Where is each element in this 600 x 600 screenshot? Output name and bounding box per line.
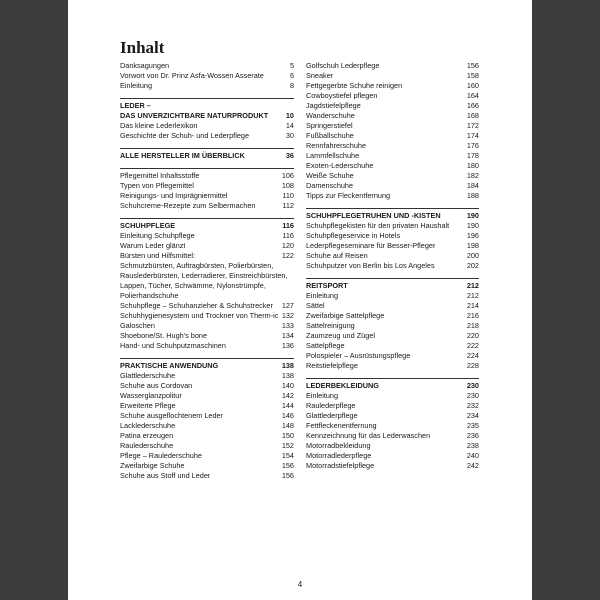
toc-entry-title: Zweifarbige Sattelpflege: [306, 311, 385, 320]
toc-entry-page: 116: [282, 231, 294, 240]
toc-entry-page: 184: [466, 181, 479, 190]
toc-entry: [306, 131, 479, 141]
toc-entry-title: Schuhpflegekisten für den privaten Haushalt: [306, 221, 450, 230]
toc-entry-title: Erweiterte Pflege: [120, 401, 176, 410]
toc-entry: [120, 441, 294, 451]
toc-entry-title: Springerstiefel: [306, 121, 353, 130]
toc-entry-page: 220: [466, 331, 479, 340]
toc-entry-title: Fußballschuhe: [306, 131, 354, 140]
toc-entry-title: Damenschuhe: [306, 181, 354, 190]
toc-entry: [120, 301, 294, 311]
page-number: 4: [297, 580, 303, 589]
toc-entry-page: 30: [285, 131, 294, 140]
toc-entry-title: Einleitung: [120, 81, 153, 90]
toc-entry: [306, 171, 479, 181]
book-page: [68, 0, 532, 600]
toc-entry-title: Reinigungs- und Imprägniermittel: [120, 191, 228, 200]
toc-heading: [120, 361, 294, 371]
toc-entry-page: 132: [281, 311, 294, 320]
toc-entry-title: Exoten-Lederschuhe: [306, 161, 374, 170]
toc-entry-title: SCHUHPFLEGETRUHEN UND -KISTEN: [306, 211, 441, 220]
toc-entry-title: ALLE HERSTELLER IM ÜBERBLICK: [120, 151, 245, 160]
toc-section: [306, 208, 479, 271]
toc-entry-title: Patina erzeugen: [120, 431, 174, 440]
toc-entry-title: Wasserglanzpolitur: [120, 391, 182, 400]
toc-entry-title: Motorradlederpflege: [306, 451, 372, 460]
toc-entry-page: 212: [466, 291, 479, 300]
toc-entry: [306, 241, 479, 251]
toc-entry: [120, 231, 294, 241]
toc-entry-page: 202: [466, 261, 479, 270]
toc-entry-title: Pflegemittel Inhaltsstoffe: [120, 171, 200, 180]
toc-entry-page: 120: [281, 241, 294, 250]
toc-entry: [306, 191, 479, 201]
toc-entry-title: Raulederpflege: [306, 401, 356, 410]
toc-entry-page: 112: [282, 201, 294, 210]
toc-entry-page: 8: [289, 81, 294, 90]
toc-entry: [120, 341, 294, 351]
toc-section: [306, 378, 479, 471]
toc-entry-title: Glattlederschuhe: [120, 371, 176, 380]
toc-entry-title: Schuhe aus Stoff und Leder: [120, 471, 211, 480]
toc-entry-page: 156: [281, 471, 294, 480]
toc-entry-title: Tipps zur Fleckentfernung: [306, 191, 391, 200]
toc-entry: [306, 441, 479, 451]
toc-entry: [306, 71, 479, 81]
toc-entry-page: 138: [281, 361, 294, 370]
toc-entry-title: Einleitung: [306, 391, 339, 400]
toc-entry: [120, 171, 294, 181]
toc-entry: [306, 321, 479, 331]
toc-entry: [120, 131, 294, 141]
toc-entry-page: 236: [466, 431, 479, 440]
toc-entry-page: 180: [466, 161, 479, 170]
toc-entry-page: 232: [466, 401, 479, 410]
toc-entry: [306, 451, 479, 461]
page-title: Inhalt: [120, 38, 165, 57]
toc-entry-page: 182: [466, 171, 479, 180]
toc-entry-page: 133: [281, 321, 294, 330]
toc-entry-page: 214: [466, 301, 479, 310]
toc-entry-page: 156: [281, 461, 294, 470]
toc-entry: [306, 151, 479, 161]
toc-entry-page: 178: [466, 151, 479, 160]
toc-section: [120, 61, 294, 91]
toc-entry: [306, 101, 479, 111]
toc-entry-page: 142: [281, 391, 294, 400]
toc-entry-title: Zweifarbige Schuhe: [120, 461, 185, 470]
toc-section: [306, 278, 479, 371]
toc-entry: [120, 321, 294, 331]
toc-entry-page: 212: [466, 281, 479, 290]
toc-entry: [306, 121, 479, 131]
toc-entry-page: 200: [466, 251, 479, 260]
toc-entry-title: Sattelpflege: [306, 341, 345, 350]
toc-entry: [120, 461, 294, 471]
toc-entry: [306, 391, 479, 401]
toc-entry-title: Polospieler – Ausrüstungspflege: [306, 351, 411, 360]
toc-entry-title: PRAKTISCHE ANWENDUNG: [120, 361, 219, 370]
toc-entry: [306, 221, 479, 231]
toc-entry: [120, 421, 294, 431]
toc-entry-page: 198: [466, 241, 479, 250]
toc-entry-page: 242: [466, 461, 479, 470]
toc-entry-title: Reitstiefelpflege: [306, 361, 358, 370]
toc-entry: [120, 81, 294, 91]
toc-heading: [120, 111, 294, 121]
toc-entry-title: Das kleine Lederlexikon: [120, 121, 198, 130]
toc-entry: [306, 361, 479, 371]
toc-entry-title: Geschichte der Schuh- und Lederpflege: [120, 131, 249, 140]
toc-entry-page: 152: [281, 441, 294, 450]
toc-entry: [306, 181, 479, 191]
toc-entry-title: REITSPORT: [306, 281, 348, 290]
toc-entry-page: 240: [466, 451, 479, 460]
toc-entry-page: 168: [466, 111, 479, 120]
toc-right-column: [306, 61, 479, 478]
toc-entry-title: Schuhe auf Reisen: [306, 251, 368, 260]
toc-entry-page: 172: [466, 121, 479, 130]
toc-entry: [306, 341, 479, 351]
toc-entry-title: Schuhpflegeservice in Hotels: [306, 231, 401, 240]
toc-entry-title: SCHUHPFLEGE: [120, 221, 176, 230]
toc-entry-title: Lederpflegeseminare für Besser-Pfleger: [306, 241, 436, 250]
toc-entry-title: Glattlederpflege: [306, 411, 358, 420]
toc-entry-title: Danksagungen: [120, 61, 170, 70]
toc-section: [120, 148, 294, 161]
toc-entry-page: 110: [282, 191, 294, 200]
toc-entry-page: 235: [466, 421, 479, 430]
toc-entry-title: Bürsten und Hilfsmittel:: [120, 251, 196, 260]
toc-entry-page: 230: [466, 391, 479, 400]
toc-heading: [120, 101, 294, 111]
toc-entry-title: Einleitung Schuhpflege: [120, 231, 195, 240]
toc-heading: [306, 211, 479, 221]
toc-entry-page: 5: [289, 61, 294, 70]
toc-entry: [306, 141, 479, 151]
toc-entry: [120, 451, 294, 461]
toc-entry-page: 127: [281, 301, 294, 310]
toc-entry-title: Cowboystiefel pflegen: [306, 91, 378, 100]
toc-entry-page: 228: [466, 361, 479, 370]
toc-entry: [306, 421, 479, 431]
toc-entry: [306, 111, 479, 121]
toc-entry-title: Fettgegerbte Schuhe reinigen: [306, 81, 403, 90]
toc-entry-title: LEDERBEKLEIDUNG: [306, 381, 379, 390]
toc-entry: [306, 311, 479, 321]
toc-entry-title: Kennzeichnung für das Lederwaschen: [306, 431, 431, 440]
toc-heading: [120, 151, 294, 161]
toc-entry-title: Zaumzeug und Zügel: [306, 331, 375, 340]
toc-entry: [120, 241, 294, 251]
toc-entry: [306, 411, 479, 421]
toc-section: [120, 168, 294, 211]
toc-entry-page: 158: [466, 71, 479, 80]
toc-entry: [306, 461, 479, 471]
toc-entry: [120, 411, 294, 421]
toc-entry-page: 190: [466, 221, 479, 230]
toc-entry-page: 156: [466, 61, 479, 70]
toc-entry-page: 108: [281, 181, 294, 190]
toc-entry-title: Schuhe aus Cordovan: [120, 381, 193, 390]
toc-entry: [306, 81, 479, 91]
toc-entry: [120, 431, 294, 441]
toc-entry: [120, 181, 294, 191]
toc-entry: [306, 161, 479, 171]
toc-entry: [120, 191, 294, 201]
toc-entry-page: 188: [466, 191, 479, 200]
toc-entry-page: 154: [281, 451, 294, 460]
toc-entry-title: Golfschuh Lederpflege: [306, 61, 380, 70]
toc-entry-title: Warum Leder glänzt: [120, 241, 186, 250]
toc-entry: [120, 201, 294, 211]
toc-heading: [120, 221, 294, 231]
toc-entry-title: Shoebone/St. Hugh's bone: [120, 331, 207, 340]
toc-entry-title: Schuhpflege – Schuhanzieher & Schuhstrecker: [120, 301, 273, 310]
toc-entry-title: LEDER –: [120, 101, 151, 110]
toc-entry-page: 176: [466, 141, 479, 150]
toc-entry: [306, 301, 479, 311]
toc-entry-page: 216: [466, 311, 479, 320]
toc-entry: [120, 371, 294, 381]
toc-entry-page: 190: [466, 211, 479, 220]
toc-entry-page: 122: [281, 251, 294, 260]
toc-left-column: [120, 61, 294, 488]
toc-entry-title: Schuhcreme-Rezepte zum Selbermachen: [120, 201, 256, 210]
toc-entry-title: Sneaker: [306, 71, 334, 80]
toc-entry-title: Sattelreinigung: [306, 321, 355, 330]
toc-entry-page: 138: [281, 371, 294, 380]
toc-section: [120, 98, 294, 141]
toc-entry-page: 10: [285, 111, 294, 120]
toc-entry-title: Lacklederschuhe: [120, 421, 176, 430]
toc-entry: [120, 311, 294, 321]
toc-entry-title: Vorwort von Dr. Prinz Asfa-Wossen Asserate: [120, 71, 264, 80]
toc-entry: [120, 401, 294, 411]
toc-entry: [120, 251, 294, 261]
toc-entry: [306, 61, 479, 71]
toc-entry-page: 174: [466, 131, 479, 140]
toc-section: [306, 61, 479, 201]
toc-entry-title: Weiße Schuhe: [306, 171, 354, 180]
toc-entry: [120, 471, 294, 481]
toc-entry-page: 238: [466, 441, 479, 450]
toc-entry: [120, 331, 294, 341]
toc-entry-title: Jagdstiefelpflege: [306, 101, 361, 110]
toc-entry-page: 140: [281, 381, 294, 390]
toc-entry-title: Einleitung: [306, 291, 339, 300]
toc-entry-page: 224: [466, 351, 479, 360]
toc-entry-title: Raulederschuhe: [120, 441, 174, 450]
toc-entry-page: 234: [466, 411, 479, 420]
toc-entry-title: Fettfleckenentfernung: [306, 421, 377, 430]
toc-entry-title: Galoschen: [120, 321, 155, 330]
toc-entry: [120, 261, 294, 301]
toc-heading: [306, 381, 479, 391]
toc-entry: [306, 261, 479, 271]
toc-entry-page: 106: [281, 171, 294, 180]
toc-entry: [120, 71, 294, 81]
toc-entry-page: 144: [281, 401, 294, 410]
toc-entry-title: Motorradbekleidung: [306, 441, 371, 450]
toc-entry-page: 134: [281, 331, 294, 340]
toc-entry-title: Hand- und Schuhputzmaschinen: [120, 341, 226, 350]
toc-entry-title: Lammfellschuhe: [306, 151, 360, 160]
toc-entry: [306, 91, 479, 101]
toc-entry: [120, 121, 294, 131]
toc-entry: [306, 351, 479, 361]
toc-section: [120, 218, 294, 351]
toc-entry: [306, 231, 479, 241]
toc-entry: [306, 291, 479, 301]
toc-entry-title: Pflege – Raulederschuhe: [120, 451, 202, 460]
toc-entry-page: 146: [281, 411, 294, 420]
toc-entry-page: 116: [282, 221, 294, 230]
toc-entry-page: 150: [281, 431, 294, 440]
toc-entry-title: Schuhputzer von Berlin bis Los Angeles: [306, 261, 435, 270]
toc-entry-title: Schmutzbürsten, Auftragbürsten, Polierbürsten, Rauslederbürsten, Lederradierer, Einstreichbürsten, Lappen, Tücher, Schwämme, Nylonstrümpfe, Polierhandschuhe: [120, 261, 288, 300]
toc-entry-page: 196: [466, 231, 479, 240]
toc-entry-title: Typen von Pflegemittel: [120, 181, 194, 190]
toc-entry-title: Wanderschuhe: [306, 111, 355, 120]
toc-entry-page: 164: [466, 91, 479, 100]
toc-entry-page: 160: [466, 81, 479, 90]
toc-heading: [306, 281, 479, 291]
toc-entry: [306, 251, 479, 261]
toc-entry: [120, 381, 294, 391]
toc-entry-title: DAS UNVERZICHTBARE NATURPRODUKT: [120, 111, 269, 120]
toc-entry-page: 230: [466, 381, 479, 390]
toc-entry-title: Rennfahrerschuhe: [306, 141, 367, 150]
toc-entry-page: 14: [285, 121, 294, 130]
toc-section: [120, 358, 294, 481]
toc-entry: [120, 61, 294, 71]
toc-entry-title: Schuhe ausgeflochtenem Leder: [120, 411, 224, 420]
toc-entry-page: 222: [466, 341, 479, 350]
toc-entry-title: Schuhhygienesystem und Trockner von Therm-ic: [120, 311, 279, 320]
toc-entry-title: Sättel: [306, 301, 325, 310]
toc-entry-page: 6: [289, 71, 294, 80]
toc-entry-page: 218: [466, 321, 479, 330]
toc-entry: [306, 331, 479, 341]
toc-entry-page: 166: [466, 101, 479, 110]
toc-entry: [306, 401, 479, 411]
toc-entry-page: 148: [281, 421, 294, 430]
toc-entry-title: Motorradstiefelpflege: [306, 461, 375, 470]
toc-entry-page: 36: [285, 151, 294, 160]
toc-entry: [306, 431, 479, 441]
toc-entry: [120, 391, 294, 401]
toc-entry-page: 136: [281, 341, 294, 350]
